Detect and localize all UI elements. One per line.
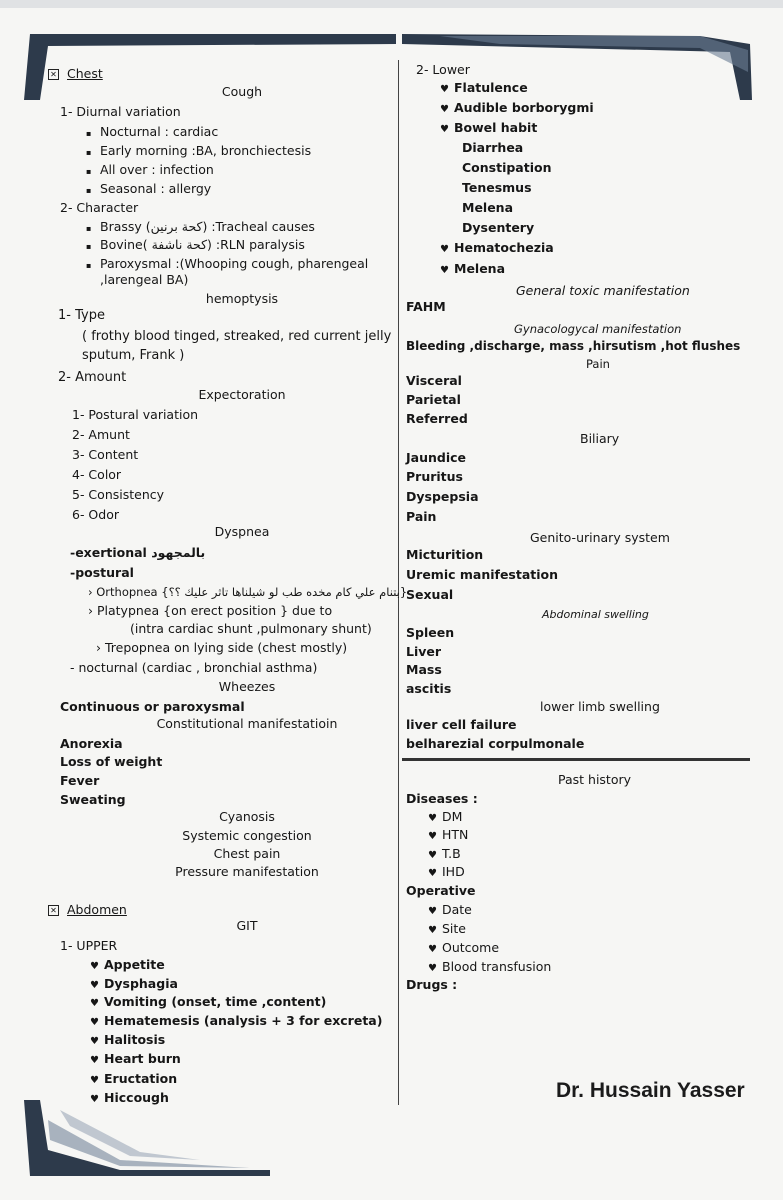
- gyn-desc: Bleeding ,discharge, mass ,hirsutism ,hot flushes: [406, 339, 741, 353]
- dyspnea-platypnea: › Platypnea {on erect position } due to: [88, 603, 333, 618]
- list-item: Loss of weight: [60, 754, 163, 769]
- list-item: ▪ Bovine( كحة ناشفة) :RLN paralysis: [86, 237, 305, 252]
- list-item: Tenesmus: [462, 180, 532, 195]
- list-item: 1- Postural variation: [72, 407, 199, 422]
- constitutional-title: Constitutional manifestatioin: [156, 716, 338, 731]
- list-item: ♥ DM: [428, 809, 462, 827]
- list-item: ♥ T.B: [428, 846, 461, 864]
- heart-bullet-icon: ♥: [428, 925, 437, 936]
- list-item: Micturition: [406, 547, 484, 562]
- heart-bullet-icon: ♥: [440, 265, 449, 276]
- list-item: 2- Amunt: [72, 427, 130, 442]
- operative-heading: Operative: [406, 883, 476, 898]
- list-item: Melena: [462, 200, 514, 215]
- heart-bullet-icon: ♥: [428, 963, 437, 974]
- list-item: ♥ Site: [428, 921, 466, 939]
- list-item: ♥ HTN: [428, 827, 468, 845]
- cyanosis-title: Cyanosis: [219, 809, 275, 824]
- diseases-heading: Diseases :: [406, 791, 478, 806]
- list-item: ▪ Early morning :BA, bronchiectesis: [86, 143, 312, 158]
- lower-heading: 2- Lower: [416, 62, 470, 77]
- dyspnea-trepopnea: › Trepopnea on lying side (chest mostly): [96, 640, 348, 655]
- list-item: 5- Consistency: [72, 487, 165, 502]
- drugs-heading: Drugs :: [406, 977, 458, 992]
- list-item: ♥ IHD: [428, 864, 465, 882]
- heart-bullet-icon: ♥: [428, 868, 437, 879]
- hemoptysis-amount: 2- Amount: [58, 370, 127, 385]
- git-title: GIT: [236, 918, 258, 933]
- list-item: ♥ Blood transfusion: [428, 959, 551, 977]
- chest-heading: ✕ Chest: [48, 66, 103, 82]
- checkbox-icon: ✕: [48, 69, 59, 80]
- list-item: ♥ Hematochezia: [440, 240, 554, 258]
- heart-bullet-icon: ♥: [90, 1036, 99, 1047]
- gyn-title: Gynacologycal manifestation: [514, 322, 682, 336]
- chest-pain-title: Chest pain: [213, 846, 281, 861]
- list-item: ascitis: [406, 681, 452, 696]
- list-item: Dysentery: [462, 220, 535, 235]
- heart-bullet-icon: ♥: [440, 104, 449, 115]
- ll-swelling-title: lower limb swelling: [540, 699, 660, 714]
- heart-bullet-icon: ♥: [428, 850, 437, 861]
- dyspnea-platypnea-cause: (intra cardiac shunt ,pulmonary shunt): [130, 621, 372, 636]
- list-item: 6- Odor: [72, 507, 119, 522]
- cough-diurnal: 1- Diurnal variation: [60, 104, 181, 119]
- pain-title: Pain: [586, 357, 610, 371]
- dyspnea-orthopnea: › Orthopnea {بتنام علي كام مخده طب لو شيلناها تاثر عليك ؟؟}: [88, 585, 408, 599]
- list-item: Constipation: [462, 160, 552, 175]
- section-divider: [402, 758, 750, 761]
- heart-bullet-icon: ♥: [428, 906, 437, 917]
- abdominal-swelling-title: Abdominal swelling: [542, 608, 649, 621]
- list-item: Referred: [406, 411, 468, 426]
- upper-heading: 1- UPPER: [60, 938, 118, 953]
- list-item: ▪ Brassy (كحة برنين) :Tracheal causes: [86, 219, 315, 234]
- list-item: Sweating: [60, 792, 126, 807]
- wheezes-title: Wheezes: [218, 679, 276, 694]
- list-item: Diarrhea: [462, 140, 524, 155]
- list-item: ▪ Nocturnal : cardiac: [86, 124, 219, 139]
- dyspnea-nocturnal: - nocturnal (cardiac , bronchial asthma): [70, 660, 318, 675]
- list-item: ♥ Hematemesis (analysis + 3 for excreta): [90, 1013, 382, 1031]
- list-item: Pain: [406, 509, 437, 524]
- hemoptysis-title: hemoptysis: [205, 291, 279, 306]
- list-item: Dyspepsia: [406, 489, 479, 504]
- signature: Dr. Hussain Yasser: [556, 1079, 745, 1102]
- list-item: ▪ All over : infection: [86, 162, 214, 177]
- list-item: ♥ Dysphagia: [90, 976, 178, 994]
- list-item: 3- Content: [72, 447, 139, 462]
- systemic-congestion-title: Systemic congestion: [182, 828, 312, 843]
- pressure-manifestation-title: Pressure manifestation: [175, 864, 319, 879]
- list-item-continuation: ,larengeal BA): [100, 272, 189, 287]
- list-item: Spleen: [406, 625, 455, 640]
- toxic-title: General toxic manifestation: [516, 283, 690, 298]
- heart-bullet-icon: ♥: [440, 84, 449, 95]
- list-item: ▪ Paroxysmal :(Whooping cough, pharengeal: [86, 256, 369, 271]
- list-item: ♥ Flatulence: [440, 80, 528, 98]
- heart-bullet-icon: ♥: [90, 1094, 99, 1105]
- list-item: liver cell failure: [406, 717, 517, 732]
- list-item: ♥ Vomiting (onset, time ,content): [90, 994, 326, 1012]
- list-item: ♥ Eructation: [90, 1071, 177, 1089]
- expectoration-title: Expectoration: [198, 387, 286, 402]
- heart-bullet-icon: ♥: [440, 124, 449, 135]
- list-item: ♥ Bowel habit: [440, 120, 537, 138]
- list-item: ♥ Heart burn: [90, 1051, 181, 1069]
- heart-bullet-icon: ♥: [90, 961, 99, 972]
- toxic-desc: FAHM: [406, 299, 446, 314]
- list-item: Parietal: [406, 392, 461, 407]
- hemoptysis-type: 1- Type: [58, 308, 105, 323]
- list-item: Uremic manifestation: [406, 567, 559, 582]
- list-item: Mass: [406, 662, 442, 677]
- cough-title: Cough: [221, 84, 263, 99]
- list-item: belharezial corpulmonale: [406, 736, 585, 751]
- past-history-title: Past history: [558, 772, 632, 787]
- list-item: ♥ Appetite: [90, 957, 165, 975]
- heart-bullet-icon: ♥: [428, 944, 437, 955]
- list-item: 4- Color: [72, 467, 122, 482]
- list-item: Jaundice: [406, 450, 467, 465]
- gu-title: Genito-urinary system: [530, 530, 670, 545]
- list-item: Liver: [406, 644, 442, 659]
- list-item: ♥ Melena: [440, 261, 505, 279]
- list-item: ♥ Hiccough: [90, 1090, 169, 1108]
- list-item: ♥ Audible borborygmi: [440, 100, 594, 118]
- checkbox-icon: ✕: [48, 905, 59, 916]
- heart-bullet-icon: ♥: [428, 813, 437, 824]
- heart-bullet-icon: ♥: [90, 1075, 99, 1086]
- cough-character: 2- Character: [60, 200, 139, 215]
- heart-bullet-icon: ♥: [428, 831, 437, 842]
- heart-bullet-icon: ♥: [90, 998, 99, 1009]
- column-divider: [398, 60, 399, 1105]
- list-item: Pruritus: [406, 469, 463, 484]
- list-item: ♥ Date: [428, 902, 472, 920]
- heart-bullet-icon: ♥: [90, 1017, 99, 1028]
- heart-bullet-icon: ♥: [90, 980, 99, 991]
- list-item: ♥ Outcome: [428, 940, 499, 958]
- list-item: Visceral: [406, 373, 462, 388]
- hemoptysis-type-desc: ( frothy blood tinged, streaked, red current jelly: [82, 329, 392, 344]
- heart-bullet-icon: ♥: [90, 1055, 99, 1066]
- dyspnea-postural: -postural: [70, 565, 134, 580]
- list-item: Sexual: [406, 587, 454, 602]
- list-item: ▪ Seasonal : allergy: [86, 181, 212, 196]
- dyspnea-title: Dyspnea: [214, 524, 270, 539]
- hemoptysis-type-desc-2: sputum, Frank ): [82, 348, 185, 363]
- list-item: Anorexia: [60, 736, 123, 751]
- biliary-title: Biliary: [580, 431, 620, 446]
- list-item: ♥ Halitosis: [90, 1032, 165, 1050]
- wheezes-desc: Continuous or paroxysmal: [60, 699, 245, 714]
- abdomen-heading: ✕ Abdomen: [48, 902, 127, 918]
- heart-bullet-icon: ♥: [440, 244, 449, 255]
- dyspnea-exertional: -exertional بالمجهود: [70, 545, 206, 560]
- list-item: Fever: [60, 773, 100, 788]
